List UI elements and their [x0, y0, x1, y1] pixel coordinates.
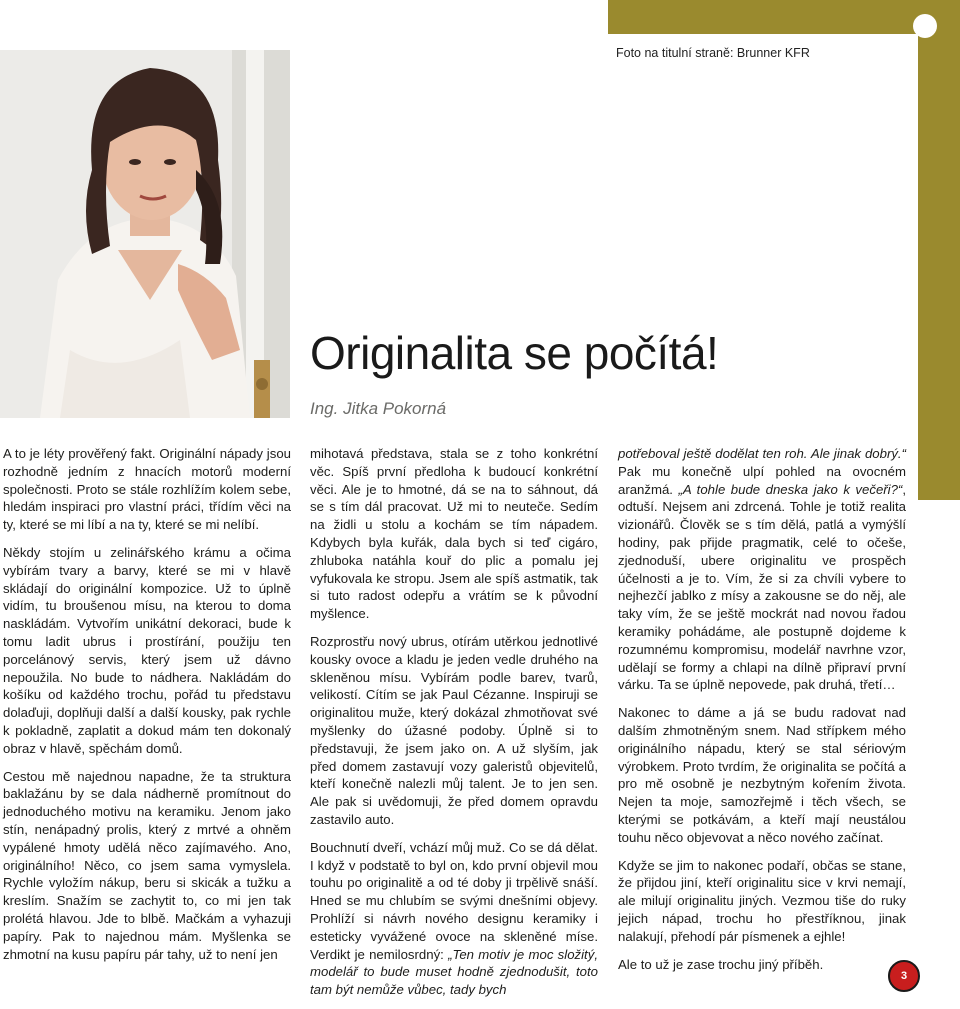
verdict-quote: „Ten motiv je moc složitý, modelář to bude muset hodně zjednodušit, toto tam být nemůže vůbec, tady bych	[310, 946, 598, 998]
header-dot-decoration	[913, 14, 937, 38]
text-column-2	[310, 445, 598, 1009]
paragraph	[618, 445, 906, 694]
header-gold-bar	[608, 0, 960, 34]
verdict-quote-end: potřeboval ještě dodělat ten roh. Ale jinak dobrý.“	[618, 446, 906, 461]
page-number: 3	[888, 960, 920, 992]
paragraph: mihotavá představa, stala se z toho konkrétní věc. Spíš první předloha k budoucí konkrétní věci. Ale je to hmotné, dá se na to sáhnout, dá se s tím dál pracovat. Už mi to neuteče. Sedím na židli u stolu a kochám se tím nápadem. Kdybych byla kuřák, dala bych si teď cigáro, zhluboka natáhla kouř do plic a pomalu jej vyfukovala ke stropu. Jsem ale spíš astmatik, tak si tuto radost odepřu a vrátím se k původní myšlence.	[310, 446, 598, 622]
paragraph: Cestou mě najednou napadne, že ta struktura baklažánu by se dala nádherně promítnout do jednoduchého motivu na keramiku. Jenom jako stín, nenápadný prolis, který z mrtvé a ohněm vypálené hmoty udělá něco zajímavého. Ano, originálního! Něco, co jsem sama vymyslela. Rychle vyložím nákup, beru si skicák a tužku a kreslím. Snažím se zachytit to, co mi jen tak prolétá hlavou. Jde to blbě. Mačkám a vyhazuji papíry. Pak to najednou mám. Myšlenka se zhmotní na kusu papíru pár tahy, už to není jen	[3, 768, 291, 962]
article-title: Originalita se počítá!	[310, 327, 719, 379]
paragraph-text: , odtuší. Nejsem ani zdrcená. Tohle je totiž realita vizionářů. Člověk se s tím dělá, patlá a vymýšlí hodiny, pak přijde pragmatik, celé to očeše, zjednoduší, ubere originalitu ve prospěch účelnosti a je to. Vím, že si za chvíli vybere to nejhezčí jablko z mísy a zakousne se do něj, ale taky vím, že se ještě mockrát nad novou řadou keramiky pohádáme, ale postupně dojdeme k rozumnému kompromisu, modelář navrhne vzor, udělají se formy a chlapi na dílně připraví první várku. Ta se úplně nepovede, pak druhá, třetí…	[618, 481, 906, 693]
photo-credit: Foto na titulní straně: Brunner KFR	[616, 46, 810, 60]
side-gold-bar	[918, 0, 960, 500]
paragraph: Někdy stojím u zelinářského krámu a očima vybírám tvary a barvy, které se mi v hlavě skládají do originální kompozice. Už to úplně vidím, tu broušenou mísu, na kterou to doma naskládám. Vytvořím unikátní dekoraci, bude k tomu ladit ubrus i prostírání, použiju ten porcelánový servis, který jsem už dávno nepoužila. No bude to nádhera. Nakládám do košíku od každého trochu, pořád tu představu dolaďuji, doplňuji další a další kousky, pak rychle k pokladně, zaplatit a dokud mám ten dokonalý obraz v hlavě, spěchám domů.	[3, 544, 291, 756]
article-author: Ing. Jitka Pokorná	[310, 399, 447, 418]
text-column-3	[618, 445, 906, 983]
paragraph: Nakonec to dáme a já se budu radovat nad dalším zhmotněným snem. Nad střípkem mého originálního nápadu, který se stal sériovým výrobkem. Proto tvrdím, že originalita se počítá a pro mě osobně je nezbytným kořením života. Nejen ta moje, samozřejmě i těch všech, se kterými se potkávám, a kteří mají neustálou touhu něco objevovat a něco nového začínat.	[618, 705, 906, 845]
paragraph	[310, 839, 598, 999]
author-photo	[0, 50, 290, 418]
paragraph: A to je léty prověřený fakt. Originální nápady jsou rozhodně jedním z hnacích motorů moderní společnosti. Proto se stále rozhlížím kolem sebe, hledám inspiraci pro vlastní práci, třídím věci na ty, které se mi líbí a na ty, které se mi nelíbí.	[3, 446, 291, 533]
paragraph-text: Bouchnutí dveří, vchází můj muž. Co se dá dělat. I když v podstatě to byl on, kdo první objevil mou touhu po originalitě a od té doby ji trpělivě snáší. Hned se mu chlubím se svými dnešními objevy. Prohlíží si návrh nového designu keramiky i esteticky vyvážené ovoce na skleněné míse. Verdikt je nemilosrdný:	[310, 839, 598, 962]
dinner-quote: „A tohle bude dneska jako k večeři?“	[678, 481, 903, 497]
paragraph: Kdyže se jim to nakonec podaří, občas se stane, že přijdou jiní, kteří originalitu sice v krvi nemají, ale milují originalitu jiných. Vezmou tiše do ruky jejich nápad, trochu ho přestříknou, jinak nalakují, přehodí pár písmenek a ejhle!	[618, 857, 906, 944]
paragraph-text: Pak mu konečně ulpí pohled na ovocném aranžmá.	[618, 463, 906, 497]
text-column-1	[3, 445, 291, 973]
paragraph: Ale to už je zase trochu jiný příběh.	[618, 956, 824, 972]
paragraph: Rozprostřu nový ubrus, otírám utěrkou jednotlivé kousky ovoce a kladu je jeden vedle druhého na skleněnou mísu. Vybírám podle barev, tvarů, velikostí. Cítím se jak Paul Cézanne. Inspiruji se originalitou muže, který dokázal zhmotňovat své myšlenky do úžasné podoby. Úplně si to představuji, že jsem jako on. A už slyším, jak před domem zastavují vozy galeristů objevitelů, kteří konečně nalezli můj talent. Je to jen sen. Ale pak si uvědomuji, že před domem opravdu zastavilo auto.	[310, 633, 598, 827]
